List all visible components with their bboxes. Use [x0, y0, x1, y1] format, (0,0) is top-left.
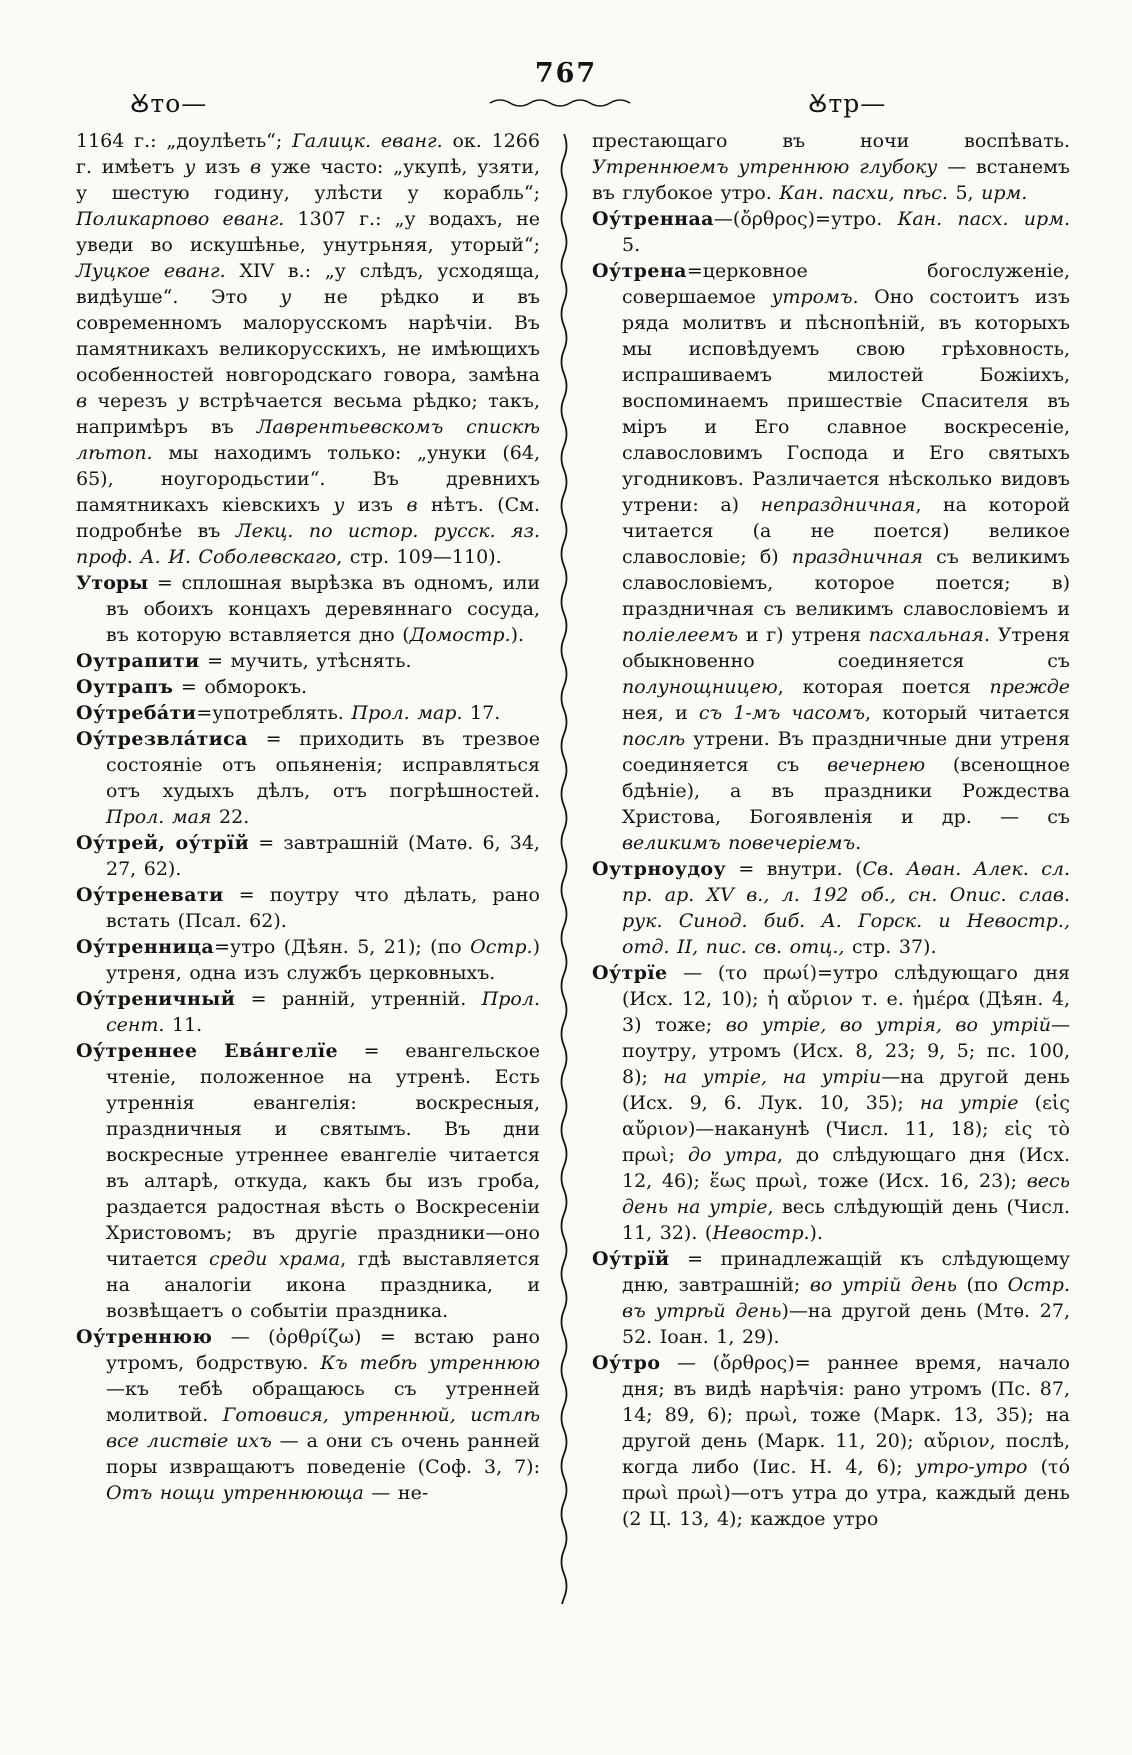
text-segment: Домостр.	[409, 624, 511, 646]
entry-headword: Оу́треневати	[76, 884, 224, 906]
text-segment: ) утреня, одна изъ службъ церковныхъ.	[106, 936, 540, 984]
dictionary-entry	[592, 258, 1070, 856]
text-segment: .	[855, 832, 862, 854]
text-segment: , гдѣ выставляется на аналогіи икона праздника, и возвѣщаетъ о событіи праздника.	[106, 1248, 540, 1322]
text-segment: великимъ повечеріемъ	[622, 832, 856, 854]
running-head-right: Ꙋтр—	[808, 89, 887, 118]
entry-headword: Оу́треничный	[76, 988, 236, 1010]
text-segment: 1307 г.: „у водахъ, не уведи во искушѣнье, унутрьняя, уторый“;	[76, 208, 540, 256]
text-segment: , который читается	[865, 702, 1071, 724]
text-segment: ирм.	[981, 182, 1028, 204]
text-segment: нѣтъ. (См. подробнѣе въ	[76, 494, 540, 542]
entry-headword: Оу́треннее Ева́нгелїе	[76, 1040, 339, 1062]
text-segment: Галицк. еванг.	[292, 130, 443, 152]
text-segment: утромъ	[771, 286, 853, 308]
text-segment: = принадлежащій къ слѣдующему дню, завтрашній;	[622, 1248, 1070, 1296]
text-segment: мы находимъ только: „унуки (64, 65), ноугородьстии“. Въ древнихъ памятникахъ кіевскихъ	[76, 442, 540, 516]
text-segment: (τό πρωὶ πρωὶ)—отъ утра до утра, каждый день (2 Ц. 13, 4); каждое утро	[622, 1456, 1071, 1530]
dictionary-entry	[76, 934, 540, 986]
text-segment: 5,	[947, 182, 982, 204]
text-segment: поліелеемъ	[622, 624, 739, 646]
text-segment: = завтрашній (Матѳ. 6, 34, 27, 62).	[106, 832, 540, 880]
dictionary-entry	[76, 674, 540, 700]
text-segment: уже часто: „укупѣ, узяти, у шестую годину, улѣсти у корабль“;	[76, 156, 540, 204]
text-segment: , которая поется	[777, 676, 990, 698]
text-segment: = сплошная вырѣзка въ одномъ, или въ обоихъ концахъ деревяннаго сосуда, въ которую вставляется дно (	[106, 572, 540, 646]
entry-headword: Оу́трїй	[592, 1248, 670, 1270]
dictionary-entry	[76, 986, 540, 1038]
text-segment: у	[177, 390, 189, 412]
entry-headword: Оу́треба́ти	[76, 702, 197, 724]
text-segment: = обморокъ.	[173, 676, 308, 698]
text-segment: у	[280, 286, 292, 308]
dictionary-entry	[76, 882, 540, 934]
dictionary-entry	[592, 1350, 1070, 1532]
text-segment: = евангельское чтеніе, положенное на утренѣ. Есть утреннія евангелія: воскресныя, праздничныя и святымъ. Въ дни воскресные утреннее евангеліе читается въ алтарѣ, откуда, какъ бы изъ гроба, раздается радостная вѣсть о Воскресеніи Христовомъ; въ другіе праздники—оно читается	[106, 1040, 540, 1270]
text-segment: и г) утреня	[738, 624, 869, 646]
text-segment: = поутру что дѣлать, рано встать (Псал. 62).	[106, 884, 540, 932]
text-segment: нея, и	[622, 702, 699, 724]
text-segment: , стр. 109—110).	[336, 546, 502, 568]
text-segment: — (ὄρθρος)= раннее время, начало дня; въ видѣ нарѣчія: рано утромъ (Пс. 87, 14; 89, 6); πρωὶ, тоже (Марк. 13, 35); на другой день (Марк. 11, 20); αὔριον, послѣ, когда либо (Іис. Н. 4, 6);	[622, 1352, 1070, 1478]
continuation-paragraph	[76, 128, 540, 570]
text-segment: во утріе, во утрія, во утрій	[725, 1014, 1052, 1036]
entry-headword: Оу́треннюю	[76, 1326, 213, 1348]
text-segment: среди храма	[209, 1248, 341, 1270]
text-segment: Св. Аѳан. Алек. сл. пр. ар. XV в., л. 192 об., сн. Опис. слав. рук. Синод. биб. А. Горск. и Невостр., отд. II, пис. св. отц.,	[622, 858, 1070, 958]
text-segment: (всенощное бдѣніе), а въ праздники Рождества Христова, Богоявленія и др. — съ	[622, 754, 1070, 828]
text-segment: Отъ нощи утреннююща	[106, 1482, 364, 1504]
text-segment: =употреблять.	[196, 702, 352, 724]
dictionary-entry	[76, 1038, 540, 1324]
text-segment: полунощницею	[622, 676, 778, 698]
text-segment: послѣ	[622, 728, 686, 750]
text-segment: — не-	[363, 1482, 429, 1504]
text-segment: съ великимъ славословіемъ, которое поется; в) праздничная съ великимъ славословіемъ и	[622, 546, 1070, 620]
text-segment: в	[76, 390, 88, 412]
entry-headword: Оу́трей, оу́трїй	[76, 832, 250, 854]
text-segment: Поликарпово еванг.	[76, 208, 285, 230]
text-segment: Уторы	[76, 572, 149, 594]
text-segment: —на другой день (Исх. 9, 6. Лук. 10, 35);	[622, 1066, 1070, 1114]
text-segment: Кан. пасхи, пѣс.	[779, 182, 948, 204]
entry-headword: Оутрапъ	[76, 676, 174, 698]
column-divider-rule	[556, 134, 572, 1604]
dictionary-entry	[76, 726, 540, 830]
text-segment: , на которой читается (а не поется) великое славословіе; б)	[622, 494, 1070, 568]
text-segment: на утріе	[919, 1092, 1019, 1114]
text-segment: весь день на утріе	[622, 1170, 1070, 1218]
text-segment: встрѣчается весьма рѣдко; такъ, напримѣръ въ	[76, 390, 540, 438]
text-segment: ок. 1266 г. имѣетъ	[76, 130, 540, 178]
text-segment: вечернею	[827, 754, 926, 776]
text-segment: XIV в.: „у слѣдъ, усходяща, видѣуше“. Это	[76, 260, 541, 308]
text-segment: —(ὄρθρος)=утро.	[713, 208, 898, 230]
text-segment: — (το πρωί)=утро слѣдующаго дня (Исх. 12, 10); ἡ αὔριον т. е. ἡμέρα (Дѣян. 4, 3) тоже;	[622, 962, 1070, 1036]
dictionary-entry	[592, 206, 1070, 258]
text-segment: = внутри. (	[726, 858, 863, 880]
text-segment: ).	[809, 1222, 823, 1244]
entry-headword: Оу́трезвла́тиса	[76, 728, 248, 750]
entry-headword: Оу́треннаа	[592, 208, 714, 230]
text-segment: Прол. сент.	[106, 988, 540, 1036]
text-segment: 17.	[462, 702, 501, 724]
text-segment: Готовися, утреннюй, истлѣ все листвіе ихъ	[106, 1404, 540, 1452]
text-segment: праздничная	[791, 546, 923, 568]
text-segment: прежде	[989, 676, 1070, 698]
entry-headword: Оу́трїе	[592, 962, 668, 984]
text-segment: . Утреня обыкновенно соединяется съ	[622, 624, 1070, 672]
text-segment: — (ὀρθρίζω) = встаю рано утромъ, бодрствую.	[106, 1326, 540, 1374]
text-segment: ).	[510, 624, 525, 646]
text-segment: 1164 г.: „доулѣеть“;	[76, 130, 293, 152]
running-head-left: Ꙋто—	[130, 89, 208, 118]
dictionary-entry	[76, 1324, 540, 1506]
right-column	[592, 128, 1070, 1532]
text-segment: 22.	[211, 806, 250, 828]
dictionary-entry	[76, 648, 540, 674]
dictionary-entry	[592, 856, 1070, 960]
text-segment: = приходить въ трезвое состояніе отъ опьяненія; исправляться отъ худыхъ дѣлъ, отъ погрѣшностей.	[106, 728, 540, 802]
text-segment: 5.	[622, 234, 641, 256]
text-segment: (по	[957, 1274, 1008, 1296]
text-segment: во утрій день	[809, 1274, 958, 1296]
left-column	[76, 128, 540, 1506]
text-segment: Лекц. по истор. русск. яз. проф. А. И. Соболевскаго	[76, 520, 540, 568]
text-segment: Луцкое еванг.	[76, 260, 226, 282]
text-segment: —къ тебѣ обращаюсь съ утренней молитвой.	[106, 1378, 540, 1426]
text-segment: пасхальная	[868, 624, 984, 646]
text-segment: =церковное богослуженіе, совершаемое	[622, 260, 1070, 308]
text-segment: — встанемъ въ глубокое утро.	[592, 156, 1070, 204]
text-segment: у	[333, 494, 345, 516]
dictionary-entry	[592, 960, 1070, 1246]
text-segment: не рѣдко и въ современномъ малорусскомъ нарѣчіи. Въ памятникахъ великорусскихъ, не имѣющихъ особенностей новгородскаго говора, замѣна	[76, 286, 540, 386]
text-segment: Остр. въ утрѣй день	[622, 1274, 1070, 1322]
entry-headword: Оу́трена	[592, 260, 687, 282]
text-segment: Кан. пасх. ирм.	[897, 208, 1070, 230]
text-segment: — а они съ очень ранней поры извращаютъ поведеніе (Соф. 3, 7):	[106, 1430, 540, 1478]
text-segment: = мучить, утѣснять.	[199, 650, 412, 672]
text-segment: стр. 37).	[844, 936, 937, 958]
text-segment: (εἰς αὔριον)—наканунѣ (Числ. 11, 18); εἰς τὸ πρωὶ;	[622, 1092, 1071, 1166]
text-segment: , весь слѣдующій день (Числ. 11, 32). (	[622, 1196, 1070, 1244]
dictionary-entry	[76, 700, 540, 726]
entry-headword: Оутрноудоу	[592, 858, 727, 880]
text-segment: на утріе, на утріи	[663, 1066, 882, 1088]
text-segment: престающаго въ ночи воспѣвать.	[592, 130, 1070, 152]
entry-headword: Оутрапити	[76, 650, 200, 672]
text-segment: черезъ	[87, 390, 178, 412]
text-segment: Прол. мар.	[351, 702, 463, 724]
text-segment: непраздничная	[760, 494, 916, 516]
text-segment: изъ	[195, 156, 251, 178]
text-segment: в	[406, 494, 418, 516]
entry-headword: Оу́тренница	[76, 936, 215, 958]
text-segment: у	[184, 156, 196, 178]
dictionary-entry	[76, 570, 540, 648]
entry-headword: Оу́тро	[592, 1352, 661, 1374]
text-segment: = ранній, утренній.	[235, 988, 482, 1010]
text-segment: =утро (Дѣян. 5, 21); (по	[214, 936, 471, 958]
text-segment: , до слѣдующаго дня (Исх. 12, 46); ἕως πρωὶ, тоже (Исх. 16, 23);	[622, 1144, 1070, 1192]
text-segment: изъ	[344, 494, 407, 516]
text-segment: Остр.	[470, 936, 533, 958]
text-segment: 11.	[164, 1014, 203, 1036]
text-segment: Утреннюемъ утреннюю глубоку	[592, 156, 938, 178]
text-segment: до утра	[688, 1144, 778, 1166]
text-segment: съ 1-мъ часомъ	[698, 702, 866, 724]
dictionary-entry	[76, 830, 540, 882]
text-segment: Къ тебѣ утреннюю	[320, 1352, 540, 1374]
text-segment: —поутру, утромъ (Исх. 8, 23; 9, 5; пс. 100, 8);	[622, 1014, 1071, 1088]
text-segment: Прол. мая	[106, 806, 212, 828]
text-segment: утро-утро	[915, 1456, 1028, 1478]
continuation-paragraph	[592, 128, 1070, 206]
text-segment: утрени. Въ праздничные дни утреня соединяется съ	[622, 728, 1070, 776]
page-number-underline	[466, 94, 666, 108]
text-segment: . Оно состоитъ изъ ряда молитвъ и пѣснопѣній, въ которыхъ мы исповѣдуемъ свою грѣховность, испрашиваемъ милостей Божіихъ, воспоминаемъ пришествіе Спасителя въ міръ и Его славное воскресеніе, славословимъ Господа и Его святыхъ угодниковъ. Различается нѣсколько видовъ утрени: а)	[622, 286, 1070, 516]
text-segment: )—на другой день (Мтѳ. 27, 52. Іоан. 1, 29).	[622, 1300, 1070, 1348]
dictionary-entry	[592, 1246, 1070, 1350]
text-segment: в	[250, 156, 262, 178]
page-number: 767	[534, 58, 598, 89]
text-segment: Невостр.	[712, 1222, 810, 1244]
text-segment: Лаврентьевскомъ спискѣ лѣтоп.	[76, 416, 540, 464]
